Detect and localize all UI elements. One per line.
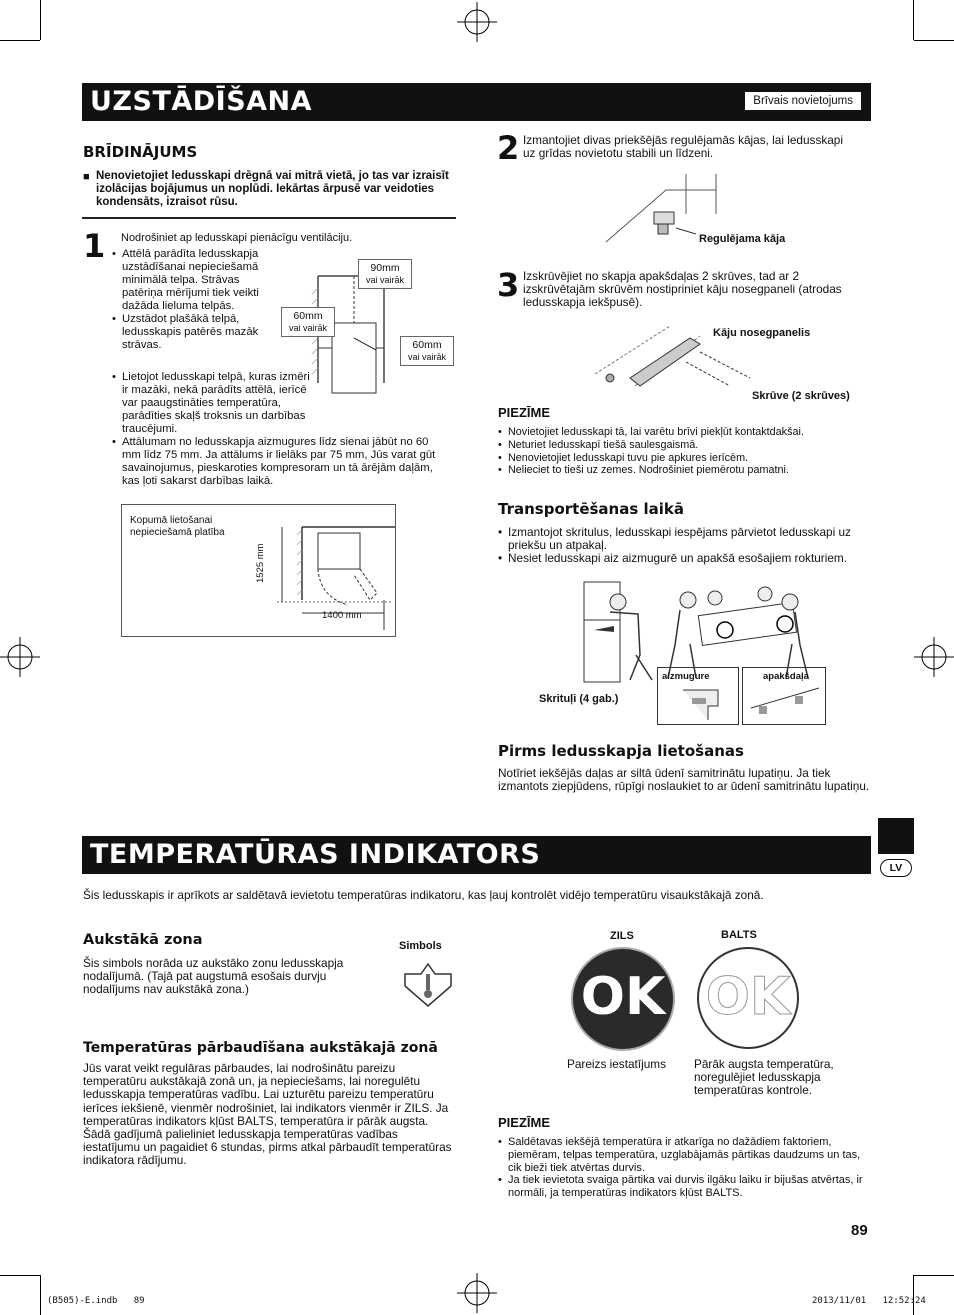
section2-intro: Šis ledusskapis ir aprīkots ar saldētavā ievietotu temperatūras indikatoru, kas ļauj kontrolēt vidējo temperatūru visaukstākajā zonā. — [83, 888, 764, 902]
dim-left-label: 60mm vai vairāk — [281, 307, 335, 337]
crop-mark — [914, 1275, 954, 1276]
white-label: BALTS — [721, 929, 757, 941]
note1-list — [498, 426, 868, 477]
white-caption: Pārāk augsta temperatūra, noregulējiet ledusskapja temperatūras kontrole. — [694, 1057, 834, 1098]
square-bullet-icon: ■ — [83, 171, 90, 183]
step1-bullets-narrow — [112, 248, 262, 352]
bottom-handle-inset: apakšdaļa — [742, 667, 826, 725]
warning-text: Nenovietojiet ledusskapi drēgnā vai mitrā vietā, jo tas var izraisīt izolācijas bojājumus un noplūdi. Iekārtas ārpusē var veidoties kondensāts, izraisot rūsu. — [96, 170, 449, 209]
list-item: • Novietojiet ledusskapi tā, lai varētu brīvi piekļūt kontaktdakšai. — [498, 426, 868, 439]
step-number-2: 2 — [497, 129, 520, 167]
list-item: • Neturiet ledusskapī tiešā saulesgaismā. — [498, 439, 868, 452]
blue-caption: Pareizs iestatījums — [567, 1057, 666, 1071]
step2-text: Izmantojiet divas priekšējās regulējamās kājas, lai ledusskapi uz grīdas novietotu stabili un līdzeni. — [523, 133, 843, 161]
screws-label: Skrūve (2 skrūves) — [752, 390, 850, 402]
check-heading: Temperatūras pārbaudīšana aukstākajā zonā — [83, 1040, 438, 1056]
crop-mark — [40, 1275, 41, 1315]
section-tag: Brīvais novietojums — [745, 92, 861, 110]
list-item: • Nenovietojiet ledusskapi tuvu pie apkures ierīcēm. — [498, 452, 868, 465]
page-number: 89 — [851, 1222, 868, 1239]
crop-mark — [0, 1275, 40, 1276]
symbol-label: Simbols — [399, 940, 442, 952]
before-use-text: Notīriet iekšējās daļas ar siltā ūdenī samitrinātu lupatiņu. Ja tiek izmantots ziepjūdens, rūpīgi noslaukiet to ar ūdenī samitrinātu lupatiņu. — [498, 766, 870, 794]
registration-mark — [0, 637, 40, 677]
transport-list — [498, 526, 874, 566]
list-item: • Lietojot ledusskapi telpā, kuras izmēri ir mazāki, nekā parādīts attēlā, ierīcē var paaugstināties temperatūra, parādīties skaļš troksnis un darbības traucējumi. — [112, 371, 447, 436]
step1-intro: Nodrošiniet ap ledusskapi pienācīgu ventilāciju. — [121, 232, 353, 244]
file-stamp: (B505)-E.indb 89 — [47, 1296, 145, 1306]
floor-plan-box — [121, 504, 396, 637]
ok-text-white: OK — [705, 967, 791, 1027]
wheels-label: Skrituļi (4 gab.) — [539, 693, 619, 705]
section-banner-temperature — [82, 836, 871, 874]
list-item: • Attēlā parādīta ledusskapja uzstādīšanai nepieciešamā minimālā telpa. Strāvas patēriņa mērījumi tiek veikti dažāda lieluma telpās. — [112, 248, 262, 313]
floor-plan-width-label: 1400 mm — [322, 610, 362, 621]
note2-heading: PIEZĪME — [498, 1115, 551, 1130]
step3-text: Izskrūvējiet no skapja apakšdaļas 2 skrūves, tad ar 2 izskrūvētajām skrūvēm nostipriniet kāju nosegpaneli (atrodas ledusskapja iekšpusē). — [523, 269, 842, 310]
step-number-3: 3 — [497, 266, 520, 304]
date-stamp: 2013/11/01 12:52:24 — [812, 1296, 926, 1306]
step-number-1: 1 — [83, 227, 106, 265]
divider — [82, 217, 456, 219]
crop-mark — [0, 40, 40, 41]
floor-plan-height-label: 1525 mm — [255, 543, 266, 583]
list-item: • Saldētavas iekšējā temperatūra ir atkarīga no dažādiem faktoriem, piemēram, telpas temperatūra, uzglabājamās pārtikas daudzums un tas, cik bieži tiek atvērtas durvis. — [498, 1136, 873, 1174]
crop-mark — [40, 0, 41, 40]
registration-mark — [457, 2, 497, 42]
floor-plan-label: Kopumā lietošanai nepieciešamā platība — [130, 515, 225, 538]
list-item: • Izmantojot skritulus, ledusskapi iespējams pārvietot ledusskapi uz priekšu un atpakaļ. — [498, 526, 874, 552]
list-item: • Attālumam no ledusskapja aizmugures līdz sienai jābūt no 60 mm līdz 75 mm. Ja attālums ir lielāks par 75 mm, Jūs varat gūt savainojumus, pieskaroties kompresoram un tā ārējām daļām, kas ļoti sakarst darbības laikā. — [112, 436, 447, 488]
cold-zone-symbol-icon — [401, 960, 455, 1010]
leg-cover-label: Kāju nosegpanelis — [713, 327, 811, 339]
registration-mark — [457, 1273, 497, 1313]
indicator-blue-circle — [571, 947, 675, 1051]
language-badge: LV — [880, 859, 912, 877]
list-item: • Nelieciet to tieši uz zemes. Nodrošiniet piemērotu pamatni. — [498, 464, 868, 477]
check-text: Jūs varat veikt regulāras pārbaudes, lai nodrošinātu pareizu temperatūru aukstākajā zonā un, ja nepieciešams, lai noregulētu ledusskapja temperatūras vadību. Lai uzturētu pareizu temperatūru ierīces iekšienē, vienmēr nodrošiniet, lai indikators vienmēr ir ZILS. Ja temperatūras indikators kļūst BALTS, temperatūra ir pārāk augsta. Šādā gadījumā palieliniet ledusskapja temperatūras vadības iestatījumu un pagaidiet 6 stundas, pirms atkal pārbaudīt temperatūras indikatora rādījumu. — [83, 1061, 452, 1168]
before-use-heading: Pirms ledusskapja lietošanas — [498, 742, 744, 760]
transport-heading: Transportēšanas laikā — [498, 500, 684, 518]
note1-heading: PIEZĪME — [498, 405, 551, 420]
note2-list — [498, 1136, 873, 1200]
list-item: • Ja tiek ievietota svaiga pārtika vai durvis ilgāku laiku ir bijušas atvērtas, ir normāli, ja temperatūras indikators kļūst BALTS. — [498, 1174, 873, 1200]
crop-mark — [913, 1275, 914, 1315]
warning-heading: BRĪDINĀJUMS — [83, 143, 198, 161]
crop-mark — [913, 0, 914, 40]
cold-zone-text: Šis simbols norāda uz aukstāko zonu ledusskapja nodalījumā. (Tajā pat augstumā esošais durvju nodalījums nav aukstākā zona.) — [83, 956, 344, 997]
ok-text-blue: OK — [580, 967, 666, 1027]
section-title: TEMPERATŪRAS INDIKATORS — [90, 839, 541, 870]
dim-right-label: 60mm vai vairāk — [400, 336, 454, 366]
back-handle-inset: aizmugure — [657, 667, 739, 725]
adjustable-leg-label: Regulējama kāja — [699, 233, 786, 245]
registration-mark — [914, 637, 954, 677]
dim-top-label: 90mm vai vairāk — [358, 259, 412, 289]
side-tab-marker — [878, 818, 914, 854]
crop-mark — [914, 40, 954, 41]
section-banner-installation — [82, 83, 871, 121]
blue-label: ZILS — [610, 930, 634, 942]
list-item: • Nesiet ledusskapi aiz aizmugurē un apakšā esošajiem rokturiem. — [498, 552, 874, 565]
indicator-white-circle — [697, 947, 799, 1049]
section-title: UZSTĀDĪŠANA — [90, 86, 313, 117]
list-item: • Uzstādot plašākā telpā, ledusskapis patērēs mazāk strāvas. — [112, 313, 262, 352]
cold-zone-heading: Aukstākā zona — [83, 932, 203, 948]
